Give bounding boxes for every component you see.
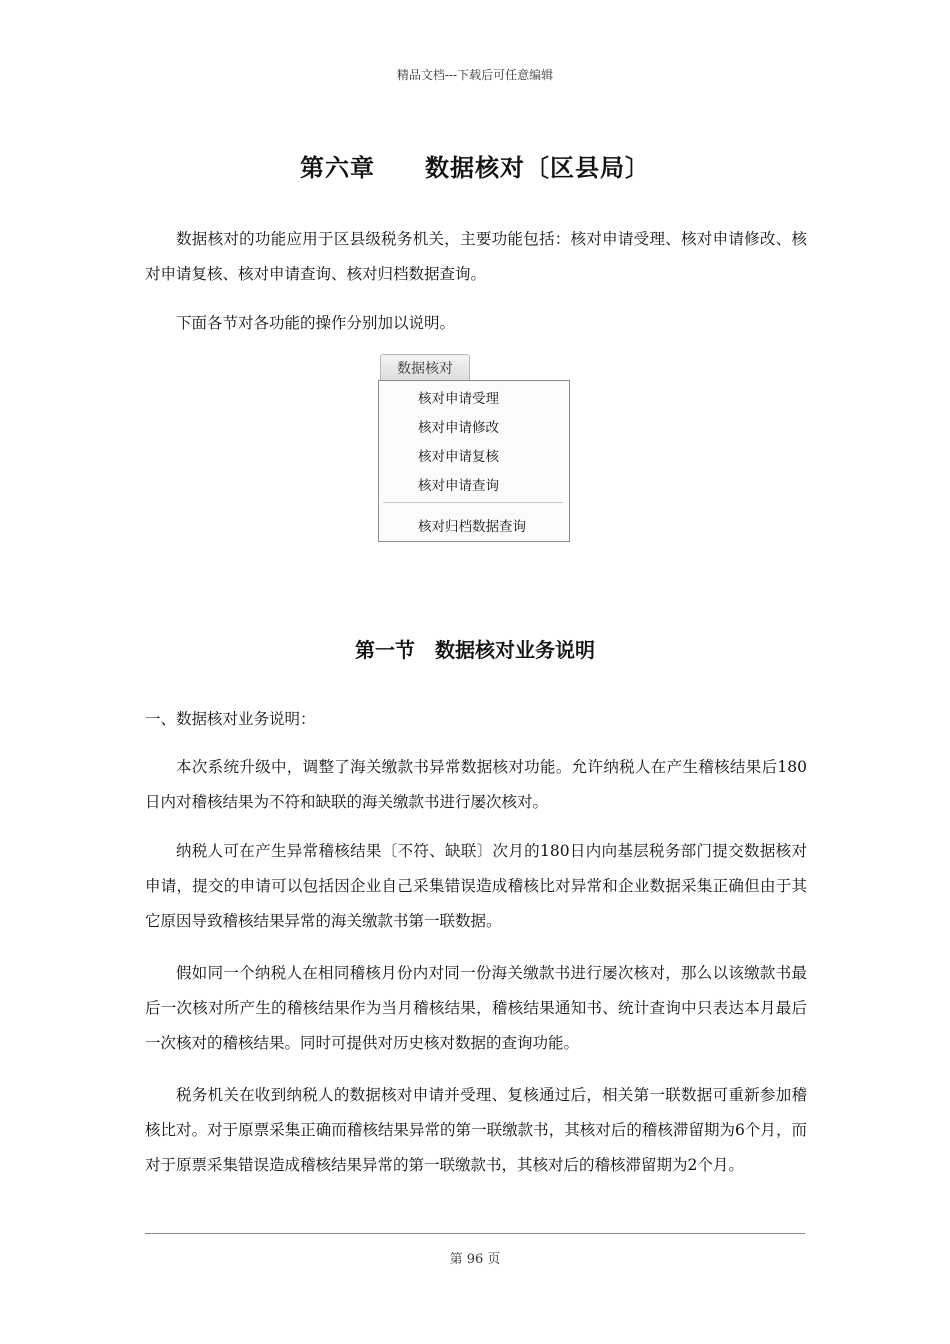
body-paragraph-3: 假如同一个纳税人在相同稽核月份内对同一份海关缴款书进行屡次核对，那么以该缴款书最后一次核对所产生的稽核结果作为当月稽核结果，稽核结果通知书、统计查询中只表达本月最后一次核对的稽核结果。同时可提供对历史核对数据的查询功能。	[145, 964, 807, 1052]
section-title: 第一节 数据核对业务说明	[355, 638, 595, 662]
intro-paragraph-1: 数据核对的功能应用于区县级税务机关，主要功能包括：核对申请受理、核对申请修改、核对申请复核、核对申请查询、核对归档数据查询。	[145, 230, 807, 283]
footer-divider	[145, 1233, 805, 1234]
intro-paragraph-2: 下面各节对各功能的操作分别加以说明。	[176, 314, 456, 332]
menu-item-review[interactable]: 核对申请复核	[418, 449, 499, 465]
menu-divider	[383, 502, 563, 503]
menu-screenshot	[378, 354, 572, 544]
body-paragraph-1: 本次系统升级中，调整了海关缴款书异常数据核对功能。允许纳税人在产生稽核结果后180日内对稽核结果为不符和缺联的海关缴款书进行屡次核对。	[145, 758, 807, 811]
menu-item-accept[interactable]: 核对申请受理	[418, 391, 499, 407]
page-header: 精品文档---下载后可任意编辑	[396, 68, 554, 82]
section-subheading: 一、数据核对业务说明：	[145, 710, 316, 728]
menu-item-archive-query[interactable]: 核对归档数据查询	[418, 519, 526, 535]
chapter-title: 第六章 数据核对〔区县局〕	[300, 154, 650, 182]
menu-item-query[interactable]: 核对申请查询	[418, 478, 499, 494]
dropdown-menu	[378, 380, 570, 542]
body-paragraph-4: 税务机关在收到纳税人的数据核对申请并受理、复核通过后，相关第一联数据可重新参加稽核比对。对于原票采集正确而稽核结果异常的第一联缴款书，其核对后的稽核滞留期为6个月，而对于原票采集错误造成稽核结果异常的第一联缴款书，其核对后的稽核滞留期为2个月。	[145, 1086, 807, 1174]
menu-item-modify[interactable]: 核对申请修改	[418, 420, 499, 436]
menu-tab-data-check[interactable]: 数据核对	[380, 354, 470, 381]
body-paragraph-2: 纳税人可在产生异常稽核结果〔不符、缺联〕次月的180日内向基层税务部门提交数据核对申请，提交的申请可以包括因企业自己采集错误造成稽核比对异常和企业数据采集正确但由于其它原因导致稽核结果异常的海关缴款书第一联数据。	[145, 842, 807, 930]
page-number: 第 96 页	[449, 1252, 501, 1267]
